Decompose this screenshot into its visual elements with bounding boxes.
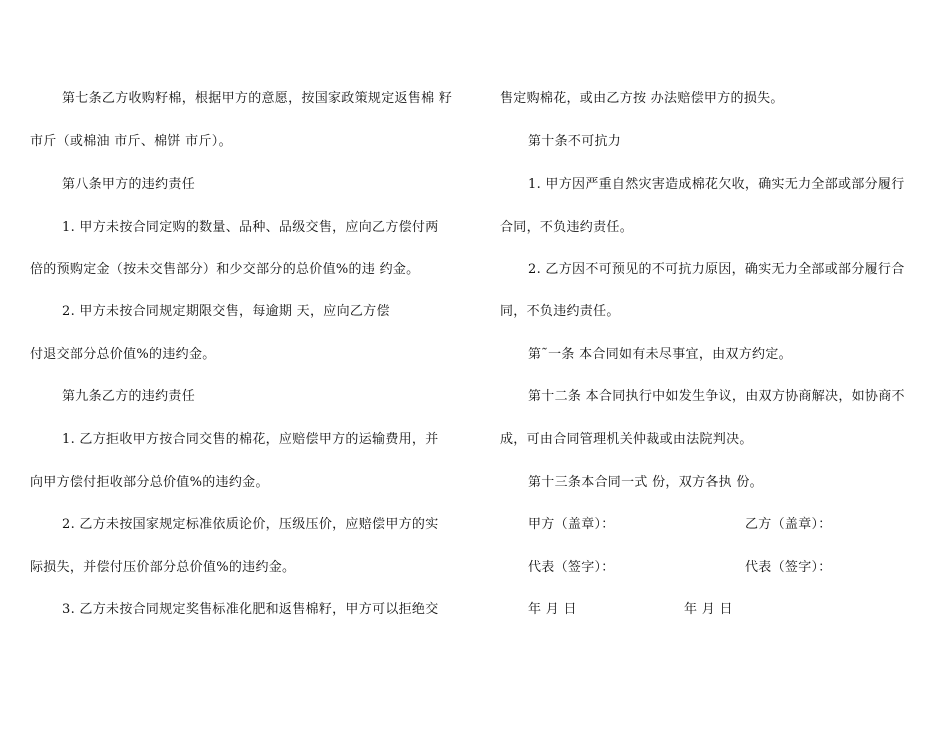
- clause-10-item-1-line-2: 合同，不负违约责任。: [500, 220, 634, 235]
- clause-12-line-1: 第十二条 本合同执行中如发生争议，由双方协商解决，如协商不: [528, 389, 905, 404]
- party-a-date: 年 月 日: [528, 602, 577, 617]
- party-a-seal-label: 甲方（盖章）：: [528, 517, 615, 532]
- clause-8-item-2-line-1: 2. 甲方未按合同规定期限交售，每逾期 天，应向乙方偿: [62, 304, 390, 319]
- party-b-date: 年 月 日: [684, 602, 733, 617]
- clause-11: 第˜一条 本合同如有未尽事宜，由双方约定。: [528, 347, 792, 362]
- clause-8-item-2-line-2: 付退交部分总价值%的违约金。: [30, 347, 216, 362]
- party-a-representative-label: 代表（签字）：: [528, 560, 615, 575]
- clause-9-heading: 第九条乙方的违约责任: [62, 389, 196, 404]
- clause-9-item-2-line-2: 际损失，并偿付压价部分总价值%的违约金。: [30, 560, 296, 575]
- date-row: [528, 602, 948, 618]
- clause-10-heading: 第十条不可抗力: [528, 134, 622, 149]
- party-b-seal-label: 乙方（盖章）：: [745, 517, 832, 532]
- clause-8-item-1-line-2: 倍的预购定金（按未交售部分）和少交部分的总价值%的违 约金。: [30, 262, 420, 277]
- clause-12-line-2: 成，可由合同管理机关仲裁或由法院判决。: [500, 432, 753, 447]
- clause-8-item-1-line-1: 1. 甲方未按合同定购的数量、品种、品级交售，应向乙方偿付两: [62, 220, 439, 235]
- clause-10-item-1-line-1: 1. 甲方因严重自然灾害造成棉花欠收，确实无力全部或部分履行: [528, 177, 905, 192]
- clause-9-item-2-line-1: 2. 乙方未按国家规定标准依质论价，压级压价，应赔偿甲方的实: [62, 517, 439, 532]
- clause-13: 第十三条本合同一式 份，双方各执 份。: [528, 475, 763, 490]
- clause-9-item-1-line-2: 向甲方偿付拒收部分总价值%的违约金。: [30, 475, 269, 490]
- clause-9-item-1-line-1: 1. 乙方拒收甲方按合同交售的棉花，应赔偿甲方的运输费用，并: [62, 432, 439, 447]
- clause-10-item-2-line-2: 同，不负违约责任。: [500, 304, 620, 319]
- representative-row: [528, 560, 948, 576]
- clause-9-item-3-line-2: 售定购棉花，或由乙方按 办法赔偿甲方的损失。: [500, 91, 784, 106]
- party-b-representative-label: 代表（签字）：: [745, 560, 832, 575]
- clause-9-item-3-line-1: 3. 乙方未按合同规定奖售标准化肥和返售棉籽，甲方可以拒绝交: [62, 602, 439, 617]
- clause-7-line-1: 第七条乙方收购籽棉，根据甲方的意愿，按国家政策规定返售棉 籽: [62, 91, 453, 106]
- clause-7-line-2: 市斤（或棉油 市斤、棉饼 市斤）。: [30, 134, 232, 149]
- seal-row: [528, 517, 948, 533]
- clause-8-heading: 第八条甲方的违约责任: [62, 177, 196, 192]
- clause-10-item-2-line-1: 2. 乙方因不可预见的不可抗力原因，确实无力全部或部分履行合: [528, 262, 905, 277]
